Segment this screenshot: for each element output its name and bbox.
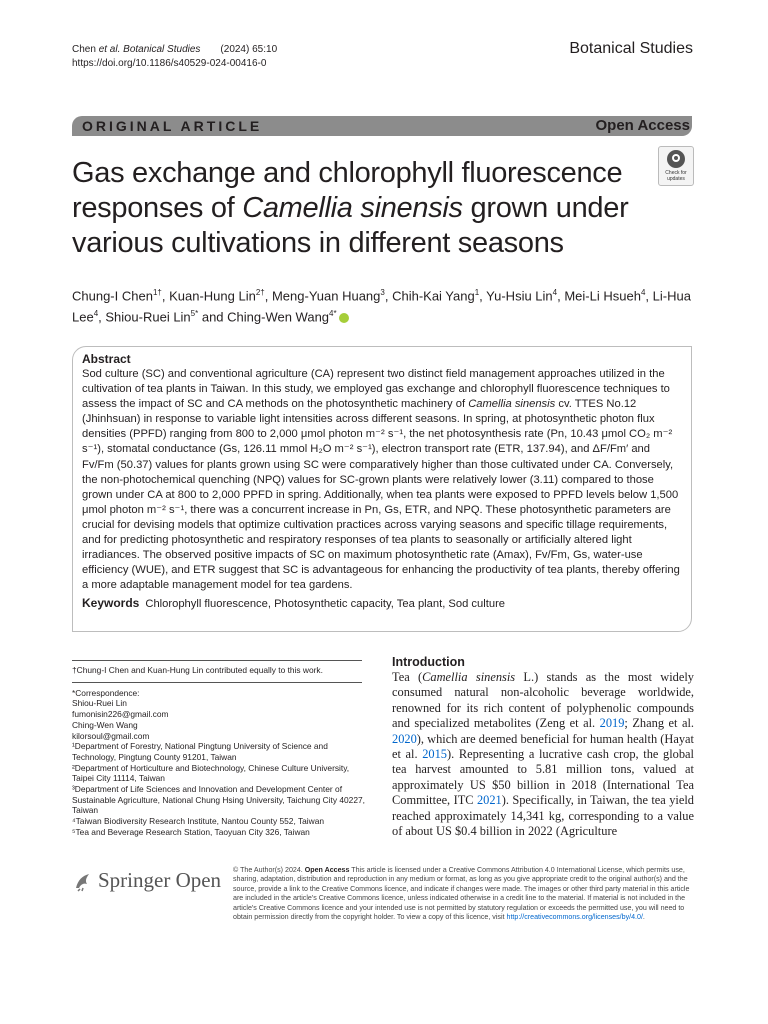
abstract-species: Camellia sinensis [468, 398, 556, 411]
citation-link[interactable]: 2021 [476, 793, 502, 808]
title-part-1: Gas exchange and chlorophyll fluorescence responses of [72, 157, 623, 224]
check-updates-label: Check for updates [665, 170, 687, 182]
author-name[interactable]: Li-Hua Lee [72, 288, 691, 325]
check-for-updates-button[interactable] [658, 146, 694, 186]
license-statement [233, 866, 695, 922]
article-title [72, 156, 632, 261]
open-access-label: Open Access [595, 117, 690, 134]
keywords-text: Chlorophyll fluorescence, Photosynthetic capacity, Tea plant, Sod culture [145, 598, 506, 611]
abstract-text [82, 367, 681, 593]
corresponding-author-2: Ching-Wen Wang [72, 719, 138, 730]
license-text: This article is licensed under a Creative Commons Attribution 4.0 International License, which permits use, sharing, adaptation, distribution and reproduction in any medium or format, as long as you give appropriate credit to the original author(s) and the source, provide a link to the Creative Commons licence, and indicate if changes were made. The images or other third party material in this article are included in the article's Creative Commons licence, unless indicated otherwise in a credit line to the material. If material is not included in the article's Creative Commons licence and your intended use is not permitted by statutory regulation or exceeds the permitted use, you will need to obtain permission directly from the copyright holder. To view a copy of this licence, visit [233, 866, 690, 922]
affiliation-3: ³Department of Life Sciences and Innovation and Development Center of Sustainable Agriculture, National Chung Hsing University, Taichung City 40227, Taiwan [72, 784, 365, 816]
equal-contribution-note: †Chung-I Chen and Kuan-Hung Lin contributed equally to this work. [72, 665, 323, 675]
springer-open-logo [72, 868, 232, 894]
author-affiliation-marker: 4 [93, 309, 99, 319]
keywords-label: Keywords [82, 596, 140, 611]
author-affiliation-marker: 5* [190, 309, 199, 319]
introduction-text [392, 670, 694, 839]
intro-text-6: ). Specifically, in Taiwan, the tea yield reached approximately 14,341 kg, corresponding to a value of about US $0.4 billion in 2022 (Agriculture [392, 793, 694, 839]
intro-text-1: Tea ( [392, 670, 423, 684]
intro-text-3: ; Zhang et al. [624, 716, 695, 731]
license-link[interactable]: http://creativecommons.org/licenses/by/4.0/ [506, 913, 643, 922]
article-type-bar [72, 116, 692, 136]
corresponding-author-1: Shiou-Ruei Lin [72, 698, 127, 709]
abstract-text-part-2: cv. TTES No.12 (Jhinhsuan) in response to variable light intensities across different seasons. In spring, at photosynthetic photon flux densities (PPFD) ranging from 800 to 2,000 μmol photon m⁻² s⁻¹, the net photosynthesis rate (Pn, 10.43 μmol CO₂ m⁻² s⁻¹), stomatal conductance (Gs, 126.11 mmol H₂O m⁻² s⁻¹), electron transport rate (ETR, 137.94), and ΔF/Fm′ and Fv/Fm (50.37) values for plants grown using SC were comparatively higher than those cultivated under CA. Conversely, the non-photochemical quenching (NPQ) values for SC-grown plants were relatively lower (3.11) compared to those grown under CA at 800 to 2,000 PPFD in spring. Additionally, when tea plants were exposed to PPFD levels below 1,500 μmol photon m⁻² s⁻¹, there was a concurrent increase in Pn, Gs, ETR, and NPQ. These photosynthetic parameters are crucial for devising models that optimize cultivation practices across varying seasons and specific tillage requirements, and for predicting photosynthetic and respiratory responses of tea plants to seasonally or artificially altered light irradiances. The observed positive impacts of SC on maximum photosynthetic rate (Amax), Fv/Fm, Gs, water-use efficiency (WUE), and ETR suggest that SC is advantageous for enhancing the productivity of tea plants, thereby offering a more adaptable management model for tea gardens. [82, 398, 680, 592]
abstract-text-part-1: Sod culture (SC) and conventional agriculture (CA) represent two distinct field management approaches utilized in the cultivation of tea plants in Taiwan. In this study, we employed gas exchange and chlorophyll fluorescence techniques to assess the impact of SC and CA methods on the photosynthetic machinery of [82, 368, 670, 411]
springer-horse-icon [72, 870, 94, 892]
author-affiliation-marker: 1† [152, 288, 162, 297]
abstract-box [72, 346, 692, 632]
author-affiliation-marker: 4 [552, 288, 558, 297]
intro-text-5: ). Representing a lucrative cash crop, the global tea harvest amounted to 5.81 million tons, valued at approximately US $50 billion in 2018 (International Tea Committee, ITC [392, 747, 694, 808]
publisher-name: Springer Open [98, 868, 222, 892]
footnotes [72, 660, 372, 838]
introduction-section [392, 654, 694, 839]
author-affiliation-marker: 4* [329, 309, 337, 319]
citation-link[interactable]: 2019 [599, 716, 625, 731]
intro-text-2: L.) stands as the most widely consumed natural non-alcoholic beverage worldwide, renowned for its rich content of polyphenolic compounds and specialized metabolites (Zeng et al. [392, 670, 694, 731]
citation-journal: et al. Botanical Studies [98, 44, 201, 55]
license-copyright: © The Author(s) 2024. [233, 866, 305, 874]
title-species: Camellia sinensis [242, 192, 463, 224]
journal-name: Botanical Studies [569, 40, 693, 57]
author-name[interactable]: Chung-I Chen [72, 288, 153, 304]
author-name[interactable]: Meng-Yuan Huang [271, 288, 381, 304]
article-type-label: ORIGINAL ARTICLE [82, 118, 263, 134]
author-affiliation-marker: 3 [380, 288, 385, 297]
citation-year-volume: (2024) 65:10 [220, 44, 278, 55]
corresponding-email-2[interactable]: kilorsoul@gmail.com [72, 730, 150, 741]
introduction-heading: Introduction [392, 655, 465, 669]
citation-header [72, 43, 277, 71]
abstract-heading: Abstract [82, 352, 131, 366]
citation-link[interactable]: 2015 [422, 747, 447, 762]
affiliation-2: ²Department of Horticulture and Biotechnology, Chinese Culture University, Taipei City 11114, Taiwan [72, 762, 350, 784]
citation-authors: Chen [72, 44, 99, 55]
keywords [82, 596, 681, 612]
license-end: . [642, 913, 645, 922]
citation-link[interactable]: 2020 [392, 731, 417, 746]
author-affiliation-marker: 1 [474, 288, 480, 297]
check-updates-icon [667, 150, 685, 168]
author-name[interactable]: Chih-Kai Yang [392, 288, 475, 304]
correspondence-label: *Correspondence: [72, 687, 140, 698]
affiliation-5: ⁵Tea and Beverage Research Station, Taoyuan City 326, Taiwan [72, 826, 310, 837]
author-affiliation-marker: 4 [640, 288, 646, 297]
author-list: Chung-I Chen$^{1\dagger}$, Kuan-Hung Lin$^{2\dagger}$, Meng-Yuan Huang$^3$, Chih-Kai Yang$^1$, Yu-Hsiu Lin$^4$, Mei-Li Hsueh$^4$, Li-Hua Lee$^4$, Shiou-Ruei Lin$^{5*}$ and Ching-Wen Wang$^{4*}$ [72, 288, 691, 325]
author-name[interactable]: Kuan-Hung Lin [169, 288, 256, 304]
intro-species: Camellia sinensis [422, 670, 516, 684]
doi-link[interactable]: https://doi.org/10.1186/s40529-024-00416-0 [72, 58, 267, 69]
affiliation-4: ⁴Taiwan Biodiversity Research Institute, Nantou County 552, Taiwan [72, 816, 325, 827]
author-affiliation-marker: 2† [255, 288, 265, 297]
affiliation-1: ¹Department of Forestry, National Pingtung University of Science and Technology, Pingtung County 91201, Taiwan [72, 741, 328, 762]
author-name[interactable]: Mei-Li Hsueh [564, 288, 641, 304]
intro-text-4: ), which are deemed beneficial for human health (Hayat et al. [392, 731, 694, 762]
license-open-access: Open Access [304, 866, 350, 874]
corresponding-email-1[interactable]: fumonisin226@gmail.com [72, 709, 169, 720]
author-name[interactable]: Shiou-Ruei Lin [105, 309, 191, 325]
author-name[interactable]: Yu-Hsiu Lin [486, 288, 553, 304]
orcid-icon[interactable] [339, 313, 349, 323]
author-name[interactable]: Ching-Wen Wang [227, 309, 330, 325]
title-part-2: grown under various cultivations in different seasons [72, 192, 629, 259]
